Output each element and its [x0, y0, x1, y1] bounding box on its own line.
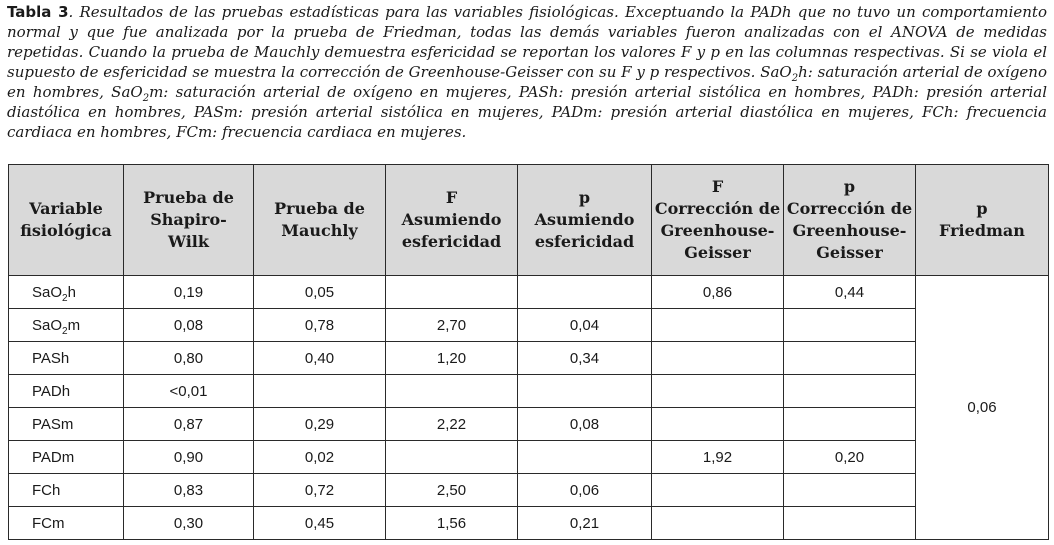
- p-sphericity-cell: [518, 375, 652, 408]
- p-sphericity-cell: [518, 441, 652, 474]
- variable-cell: SaO$_2$h: [9, 276, 124, 309]
- mauchly-cell: [254, 375, 386, 408]
- header-cell: F Asumiendo esfericidad: [386, 165, 518, 276]
- table-row: [9, 408, 1049, 441]
- header-row: [9, 165, 1049, 276]
- table-row: [9, 474, 1049, 507]
- mauchly-cell: 0,05: [254, 276, 386, 309]
- f-sphericity-cell: 2,50: [386, 474, 518, 507]
- table-row: [9, 441, 1049, 474]
- shapiro-cell: 0,87: [124, 408, 254, 441]
- header-cell: Prueba de Mauchly: [254, 165, 386, 276]
- f-greenhouse-cell: [652, 309, 784, 342]
- shapiro-cell: 0,19: [124, 276, 254, 309]
- variable-cell: PADh: [9, 375, 124, 408]
- p-greenhouse-cell: 0,44: [784, 276, 916, 309]
- f-greenhouse-cell: [652, 342, 784, 375]
- variable-cell: PASm: [9, 408, 124, 441]
- f-greenhouse-cell: [652, 474, 784, 507]
- f-sphericity-cell: [386, 276, 518, 309]
- f-sphericity-cell: [386, 441, 518, 474]
- header-cell: Prueba de Shapiro- Wilk: [124, 165, 254, 276]
- mauchly-cell: 0,45: [254, 507, 386, 540]
- p-greenhouse-cell: [784, 408, 916, 441]
- f-greenhouse-cell: 0,86: [652, 276, 784, 309]
- p-greenhouse-cell: 0,20: [784, 441, 916, 474]
- table-row: [9, 342, 1049, 375]
- results-table: [8, 164, 1049, 540]
- table-row: [9, 276, 1049, 309]
- variable-cell: PASh: [9, 342, 124, 375]
- header-cell: Variable fisiológica: [9, 165, 124, 276]
- f-greenhouse-cell: [652, 408, 784, 441]
- caption-text: h: saturación arterial de oxígeno en hombres, SaO: [7, 63, 1047, 101]
- variable-cell: FCm: [9, 507, 124, 540]
- header-cell: p Friedman: [916, 165, 1049, 276]
- p-greenhouse-cell: [784, 342, 916, 375]
- f-sphericity-cell: 1,20: [386, 342, 518, 375]
- shapiro-cell: 0,83: [124, 474, 254, 507]
- f-sphericity-cell: 1,56: [386, 507, 518, 540]
- p-greenhouse-cell: [784, 507, 916, 540]
- p-sphericity-cell: 0,04: [518, 309, 652, 342]
- p-greenhouse-cell: [784, 474, 916, 507]
- p-sphericity-cell: 0,21: [518, 507, 652, 540]
- mauchly-cell: 0,72: [254, 474, 386, 507]
- f-sphericity-cell: 2,70: [386, 309, 518, 342]
- p-sphericity-cell: 0,06: [518, 474, 652, 507]
- f-greenhouse-cell: [652, 375, 784, 408]
- table-row: [9, 309, 1049, 342]
- header-cell: F Corrección de Greenhouse- Geisser: [652, 165, 784, 276]
- table-row: [9, 507, 1049, 540]
- variable-cell: FCh: [9, 474, 124, 507]
- p-greenhouse-cell: [784, 375, 916, 408]
- caption-label: Tabla 3: [7, 3, 69, 21]
- shapiro-cell: 0,90: [124, 441, 254, 474]
- header-cell: p Corrección de Greenhouse- Geisser: [784, 165, 916, 276]
- p-sphericity-cell: [518, 276, 652, 309]
- caption-subscript: 2: [142, 93, 150, 104]
- f-sphericity-cell: [386, 375, 518, 408]
- p-sphericity-cell: 0,34: [518, 342, 652, 375]
- mauchly-cell: 0,02: [254, 441, 386, 474]
- shapiro-cell: 0,08: [124, 309, 254, 342]
- shapiro-cell: 0,30: [124, 507, 254, 540]
- caption-text: . Resultados de las pruebas estadísticas para las variables fisiológicas. Exceptuando la PADh que no tuvo un comportamiento normal y que fue analizada por la prueba de Friedman, todas las demás variables fueron analizadas con el ANOVA de medidas repetidas. Cuando la prueba de Mauchly demuestra esfericidad se reportan los valores F y p en las columnas respectivas. Si se viola el supuesto de esfericidad se muestra la corrección de Greenhouse-Geisser con su F y p respectivos. SaO: [7, 3, 1047, 81]
- mauchly-cell: 0,29: [254, 408, 386, 441]
- mauchly-cell: 0,78: [254, 309, 386, 342]
- p-greenhouse-cell: [784, 309, 916, 342]
- friedman-p-cell: 0,06: [916, 276, 1049, 540]
- f-sphericity-cell: 2,22: [386, 408, 518, 441]
- shapiro-cell: 0,80: [124, 342, 254, 375]
- mauchly-cell: 0,40: [254, 342, 386, 375]
- f-greenhouse-cell: [652, 507, 784, 540]
- variable-cell: PADm: [9, 441, 124, 474]
- caption-subscript: 2: [791, 73, 799, 84]
- p-sphericity-cell: 0,08: [518, 408, 652, 441]
- f-greenhouse-cell: 1,92: [652, 441, 784, 474]
- table-row: [9, 375, 1049, 408]
- caption-text: m: saturación arterial de oxígeno en mujeres, PASh: presión arterial sistólica en hombres, PADh: presión arterial diastólica en hombres, PASm: presión arterial sistólica en mujeres, PADm: presión arterial diastólica en mujeres, FCh: frecuencia cardiaca en hombres, FCm: frecuencia cardiaca en mujeres.: [7, 83, 1047, 141]
- header-cell: p Asumiendo esfericidad: [518, 165, 652, 276]
- table-caption: [7, 2, 1047, 142]
- shapiro-cell: <0,01: [124, 375, 254, 408]
- variable-cell: SaO$_2$m: [9, 309, 124, 342]
